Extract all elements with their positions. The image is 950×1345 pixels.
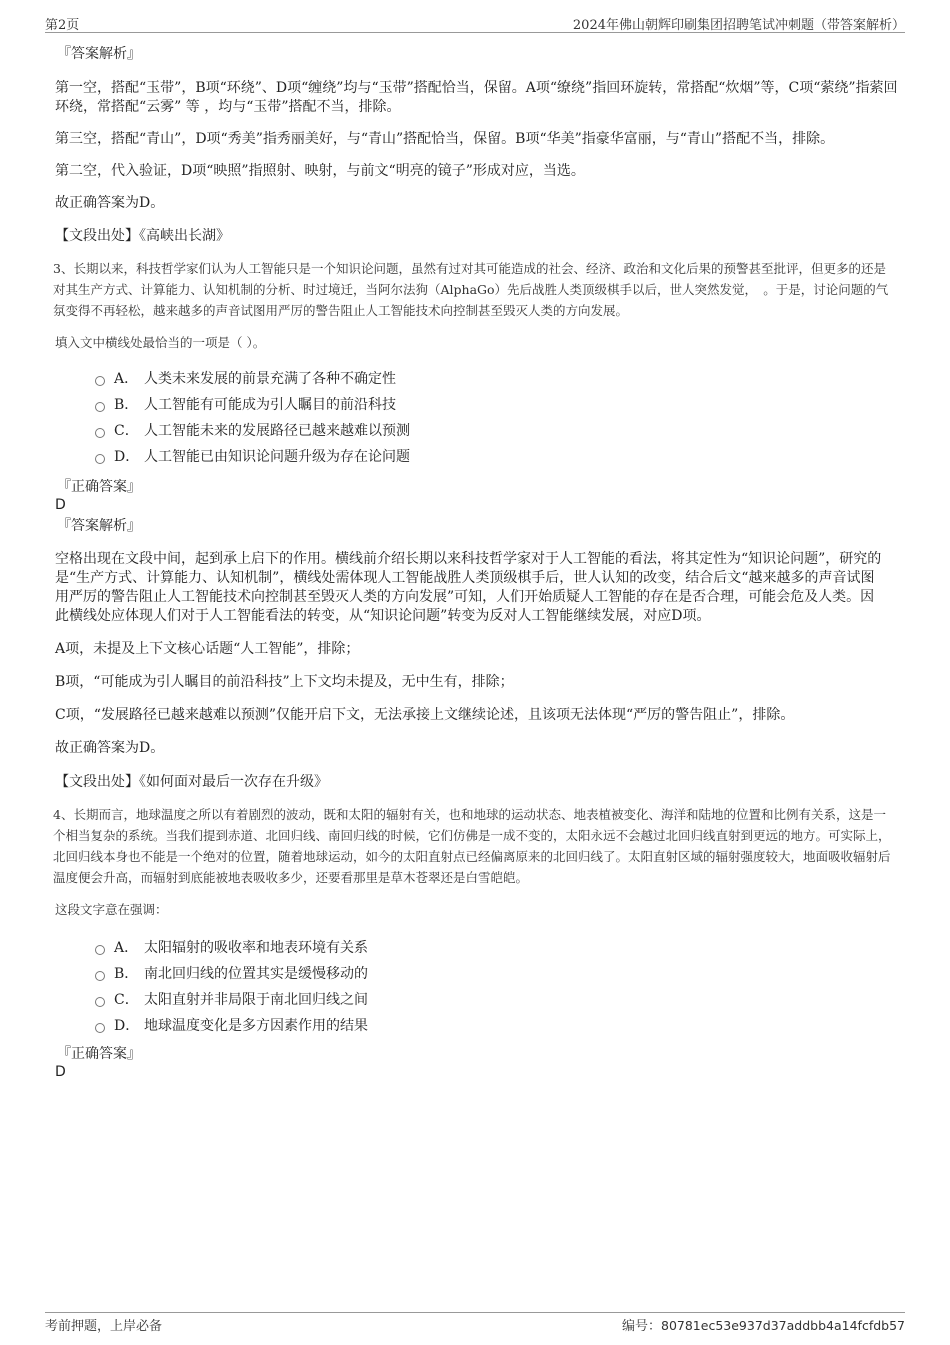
option-letter: B． bbox=[114, 966, 139, 982]
option-letter: B． bbox=[114, 397, 139, 413]
question-3-options bbox=[95, 365, 905, 469]
radio-icon[interactable] bbox=[95, 376, 105, 386]
option-text: 人工智能已由知识论问题升级为存在论问题 bbox=[144, 449, 410, 465]
source-citation: 【文段出处】《如何面对最后一次存在升级》 bbox=[55, 774, 328, 790]
radio-icon[interactable] bbox=[95, 945, 105, 955]
option-c[interactable] bbox=[95, 986, 905, 1012]
option-a[interactable] bbox=[95, 934, 905, 960]
question-4-text: 4、长期而言，地球温度之所以有着剧烈的波动，既和太阳的辐射有关，也和地球的运动状态、地表植被变化、海洋和陆地的位置和比例有关系，这是一个相当复杂的系统。当我们提到赤道、北回归线、南回归线的时候，它们仿佛是一成不变的，太阳永远不会越过北回归线直射到更远的地方。可实际上，北回归线本身也不能是一个绝对的位置，随着地球运动，如今的太阳直射点已经偏离原来的北回归线了。太阳直射区域的辐射强度较大，地面吸收辐射后温度便会升高，而辐射到底能被地表吸收多少，还要看那里是草木苍翠还是白雪皑皑。 bbox=[53, 807, 891, 885]
option-letter: A． bbox=[114, 371, 139, 387]
option-letter: D． bbox=[114, 449, 140, 465]
option-text: 人工智能有可能成为引人瞩目的前沿科技 bbox=[144, 397, 396, 413]
analysis-paragraph: 第一空，搭配“玉带”，B项“环绕”、D项“缠绕”均与“玉带”搭配恰当，保留。A项“缭绕”指回环旋转，常搭配“炊烟”等，C项“萦绕”指萦回环绕，常搭配“云雾” 等 ，均与“玉带”搭配不当，排除。 bbox=[55, 80, 898, 115]
analysis-label: 『答案解析』 bbox=[57, 518, 141, 534]
radio-icon[interactable] bbox=[95, 402, 105, 412]
option-b[interactable] bbox=[95, 391, 905, 417]
document-title: 2024年佛山朝辉印刷集团招聘笔试冲刺题（带答案解析） bbox=[572, 18, 905, 33]
correct-answer-label: 『正确答案』 bbox=[57, 1046, 141, 1062]
correct-answer-value: D bbox=[55, 1064, 66, 1080]
source-citation: 【文段出处】《高峡出长湖》 bbox=[55, 228, 230, 244]
document-code-label: 编号： bbox=[621, 1319, 661, 1334]
option-c[interactable] bbox=[95, 417, 905, 443]
question-4-prompt: 这段文字意在强调： bbox=[55, 902, 168, 917]
radio-icon[interactable] bbox=[95, 997, 105, 1007]
option-b[interactable] bbox=[95, 960, 905, 986]
analysis-paragraph: 空格出现在文段中间，起到承上启下的作用。横线前介绍长期以来科技哲学家对于人工智能的看法，将其定性为“知识论问题”，研究的是“生产方式、计算能力、认知机制”，横线处需体现人工智能战胜人类顶级棋手后，世人认知的改变，结合后文“越来越多的声音试图用严厉的警告阻止人工智能技术向控制甚至毁灭人类的方向发展”可知，人们开始质疑人工智能的存在是否合理，可能会危及人类。因此横线处应体现人们对于人工智能看法的转变，从“知识论问题”转变为反对人工智能继续发展，对应D项。 bbox=[55, 551, 882, 624]
radio-icon[interactable] bbox=[95, 1023, 105, 1033]
analysis-paragraph: B项，“可能成为引人瞩目的前沿科技”上下文均未提及，无中生有，排除； bbox=[55, 674, 514, 690]
option-letter: C． bbox=[114, 992, 139, 1008]
question-4-options bbox=[95, 934, 905, 1038]
document-code bbox=[622, 1315, 905, 1334]
analysis-paragraph: C项，“发展路径已越来越难以预测”仅能开启下文，无法承接上文继续论述，且该项无法体现“严厉的警告阻止”，排除。 bbox=[55, 707, 795, 723]
option-text: 人工智能未来的发展路径已越来越难以预测 bbox=[144, 423, 410, 439]
analysis-paragraph: A项，未提及上下文核心话题“人工智能”，排除； bbox=[55, 641, 360, 657]
footer-slogan: 考前押题，上岸必备 bbox=[45, 1319, 163, 1334]
radio-icon[interactable] bbox=[95, 454, 105, 464]
correct-answer-value: D bbox=[55, 497, 66, 513]
analysis-label: 『答案解析』 bbox=[57, 46, 141, 62]
correct-answer-label: 『正确答案』 bbox=[57, 479, 141, 495]
analysis-paragraph: 第三空，搭配“青山”，D项“秀美”指秀丽美好，与“青山”搭配恰当，保留。B项“华美”指豪华富丽，与“青山”搭配不当，排除。 bbox=[55, 131, 835, 147]
option-text: 太阳辐射的吸收率和地表环境有关系 bbox=[144, 940, 368, 956]
option-d[interactable] bbox=[95, 1012, 905, 1038]
q2-analysis-label-row bbox=[55, 44, 905, 71]
option-letter: D． bbox=[114, 1018, 140, 1034]
option-text: 人类未来发展的前景充满了各种不确定性 bbox=[144, 371, 396, 387]
analysis-conclusion: 故正确答案为D。 bbox=[55, 740, 165, 756]
document-body bbox=[55, 44, 905, 1081]
radio-icon[interactable] bbox=[95, 428, 105, 438]
analysis-paragraph: 第二空，代入验证，D项“映照”指照射、映射，与前文“明亮的镜子”形成对应，当选。 bbox=[55, 163, 585, 179]
option-text: 南北回归线的位置其实是缓慢移动的 bbox=[144, 966, 368, 982]
option-d[interactable] bbox=[95, 443, 905, 469]
option-text: 地球温度变化是多方因素作用的结果 bbox=[144, 1018, 368, 1034]
option-a[interactable] bbox=[95, 365, 905, 391]
option-letter: C． bbox=[114, 423, 139, 439]
page-number: 第2页 bbox=[45, 18, 80, 33]
option-text: 太阳直射并非局限于南北回归线之间 bbox=[144, 992, 368, 1008]
page-footer bbox=[45, 1312, 905, 1335]
question-3-prompt: 填入文中横线处最恰当的一项是（ ）。 bbox=[55, 335, 266, 350]
page-header bbox=[45, 12, 905, 33]
option-letter: A． bbox=[114, 940, 139, 956]
analysis-conclusion: 故正确答案为D。 bbox=[55, 195, 165, 211]
question-3-text: 3、长期以来，科技哲学家们认为人工智能只是一个知识论问题，虽然有过对其可能造成的社会、经济、政治和文化后果的预警甚至批评，但更多的还是对其生产方式、计算能力、认知机制的分析、时过境迁，当阿尔法狗（AlphaGo）先后战胜人类顶级棋手以后，世人突然发觉， 。于是，讨论问题的气氛变得不再轻松，越来越多的声音试图用严厉的警告阻止人工智能技术向控制甚至毁灭人类的方向发展。 bbox=[53, 261, 889, 318]
radio-icon[interactable] bbox=[95, 971, 105, 981]
document-code-value: 80781ec53e937d37addbb4a14fcfdb57 bbox=[661, 1318, 905, 1333]
